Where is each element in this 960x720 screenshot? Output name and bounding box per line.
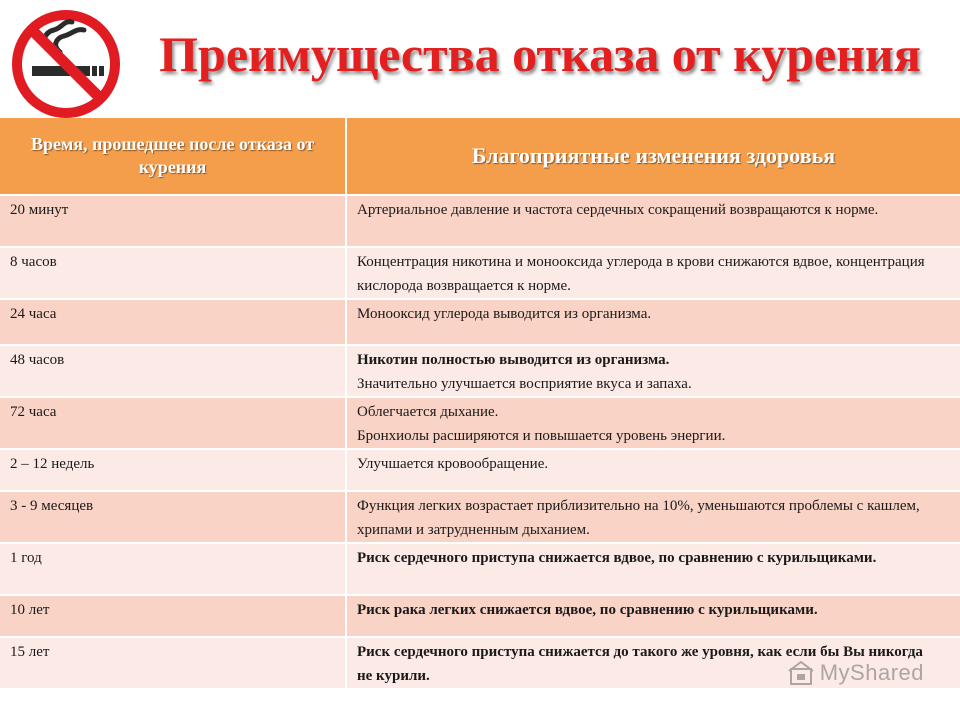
change-text: Риск сердечного приступа снижается до такого же уровня, как если бы Вы никогда не курили.	[357, 644, 923, 684]
change-text: Функция легких возрастает приблизительно на 10%, уменьшаются проблемы с кашлем, хрипами и затрудненным дыханием.	[357, 498, 920, 538]
change-cell	[346, 299, 960, 345]
table-header-row	[0, 118, 960, 195]
table-row	[0, 247, 960, 299]
table-row	[0, 345, 960, 397]
change-text: Артериальное давление и частота сердечных сокращений возвращаются к норме.	[357, 202, 879, 218]
table-row	[0, 491, 960, 543]
time-cell: 20 минут	[0, 195, 346, 247]
time-cell: 3 - 9 месяцев	[0, 491, 346, 543]
change-text: Риск рака легких снижается вдвое, по сравнению с курильщиками.	[357, 602, 818, 618]
change-text: Бронхиолы расширяются и повышается уровень энергии.	[357, 428, 726, 444]
time-cell: 72 часа	[0, 397, 346, 449]
change-cell	[346, 595, 960, 637]
table-row	[0, 397, 960, 449]
change-cell	[346, 195, 960, 247]
change-text: Риск сердечного приступа снижается вдвое, по сравнению с курильщиками.	[357, 550, 877, 566]
health-benefits-table	[0, 118, 960, 688]
change-text: Улучшается кровообращение.	[357, 456, 549, 472]
table-row	[0, 543, 960, 595]
table-row	[0, 595, 960, 637]
change-cell	[346, 543, 960, 595]
header-time: Время, прошедшее после отказа от курения	[0, 118, 346, 195]
change-cell	[346, 491, 960, 543]
mysharer-logo-icon	[788, 660, 814, 686]
time-cell: 10 лет	[0, 595, 346, 637]
change-text: Монооксид углерода выводится из организма.	[357, 306, 652, 322]
watermark	[788, 660, 924, 686]
change-cell	[346, 247, 960, 299]
page-title: Преимущества отказа от курения	[159, 26, 921, 82]
time-cell: 2 – 12 недель	[0, 449, 346, 491]
change-cell	[346, 345, 960, 397]
table-row	[0, 449, 960, 491]
change-text: Значительно улучшается восприятие вкуса и запаха.	[357, 376, 692, 392]
change-cell	[346, 449, 960, 491]
time-cell: 48 часов	[0, 345, 346, 397]
change-text: Никотин полностью выводится из организма.	[357, 352, 670, 368]
change-text: Облегчается дыхание.	[357, 404, 499, 420]
time-cell: 24 часа	[0, 299, 346, 345]
change-cell	[346, 397, 960, 449]
time-cell: 1 год	[0, 543, 346, 595]
time-cell: 15 лет	[0, 637, 346, 688]
change-text: Концентрация никотина и монооксида углерода в крови снижаются вдвое, концентрация кислорода возвращается к норме.	[357, 254, 925, 294]
table-row	[0, 195, 960, 247]
header-changes: Благоприятные изменения здоровья	[346, 118, 960, 195]
table-row	[0, 299, 960, 345]
time-cell: 8 часов	[0, 247, 346, 299]
watermark-text: MyShared	[819, 660, 924, 685]
no-smoking-icon	[10, 8, 122, 120]
